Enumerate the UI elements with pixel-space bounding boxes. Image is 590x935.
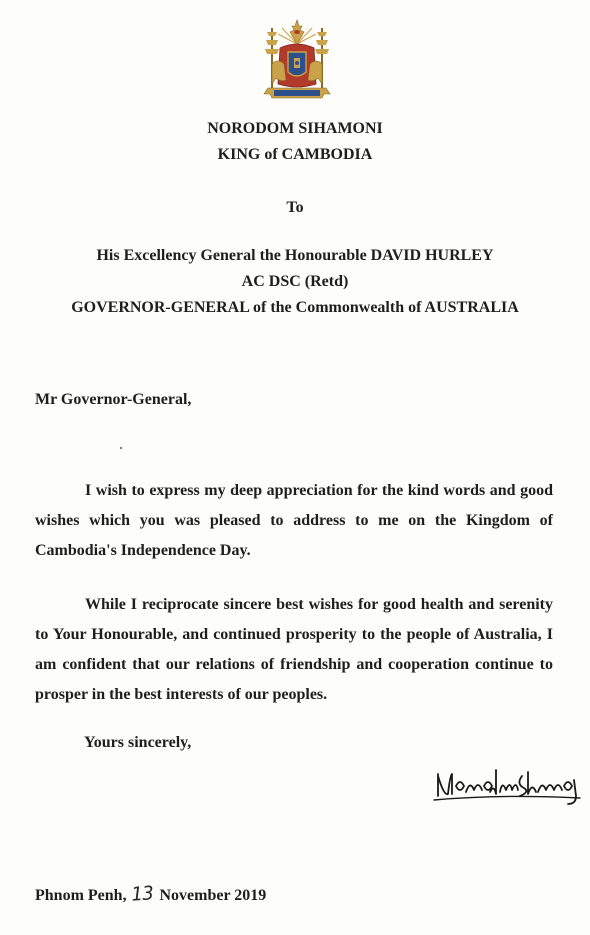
month-year: November 2019 [159, 887, 267, 904]
recipient-line-1: His Excellency General the Honourable DAVID HURLEY [96, 247, 494, 264]
body-paragraph-2: While I reciprocate sincere best wishes for good health and serenity to Your Honourable, and continued prosperity to the people of Australia, I am confident that our relations of friendship and cooperation continue to prosper in the best interests of our peoples. [35, 596, 553, 703]
sender-name: NORODOM SIHAMONI [207, 120, 383, 137]
royal-arms-of-cambodia-icon [258, 18, 336, 104]
signature [432, 766, 582, 806]
salutation: Mr Governor-General, [35, 391, 192, 408]
recipient-block [0, 243, 590, 321]
stray-mark [120, 447, 122, 449]
sender-title: KING of CAMBODIA [217, 146, 373, 163]
body-paragraph-1: I wish to express my deep appreciation for the kind words and good wishes which you was pleased to address to me on the Kingdom of Cambodia's Independence Day. [35, 482, 553, 559]
letterhead [0, 116, 590, 168]
place-and-date [35, 883, 266, 905]
recipient-line-3: GOVERNOR-GENERAL of the Commonwealth of AUSTRALIA [71, 299, 519, 316]
closing: Yours sincerely, [84, 734, 192, 751]
to-label: To [286, 199, 304, 216]
handwritten-day: 13 [129, 882, 155, 906]
place: Phnom Penh, [35, 887, 127, 904]
recipient-line-2: AC DSC (Retd) [241, 273, 349, 290]
